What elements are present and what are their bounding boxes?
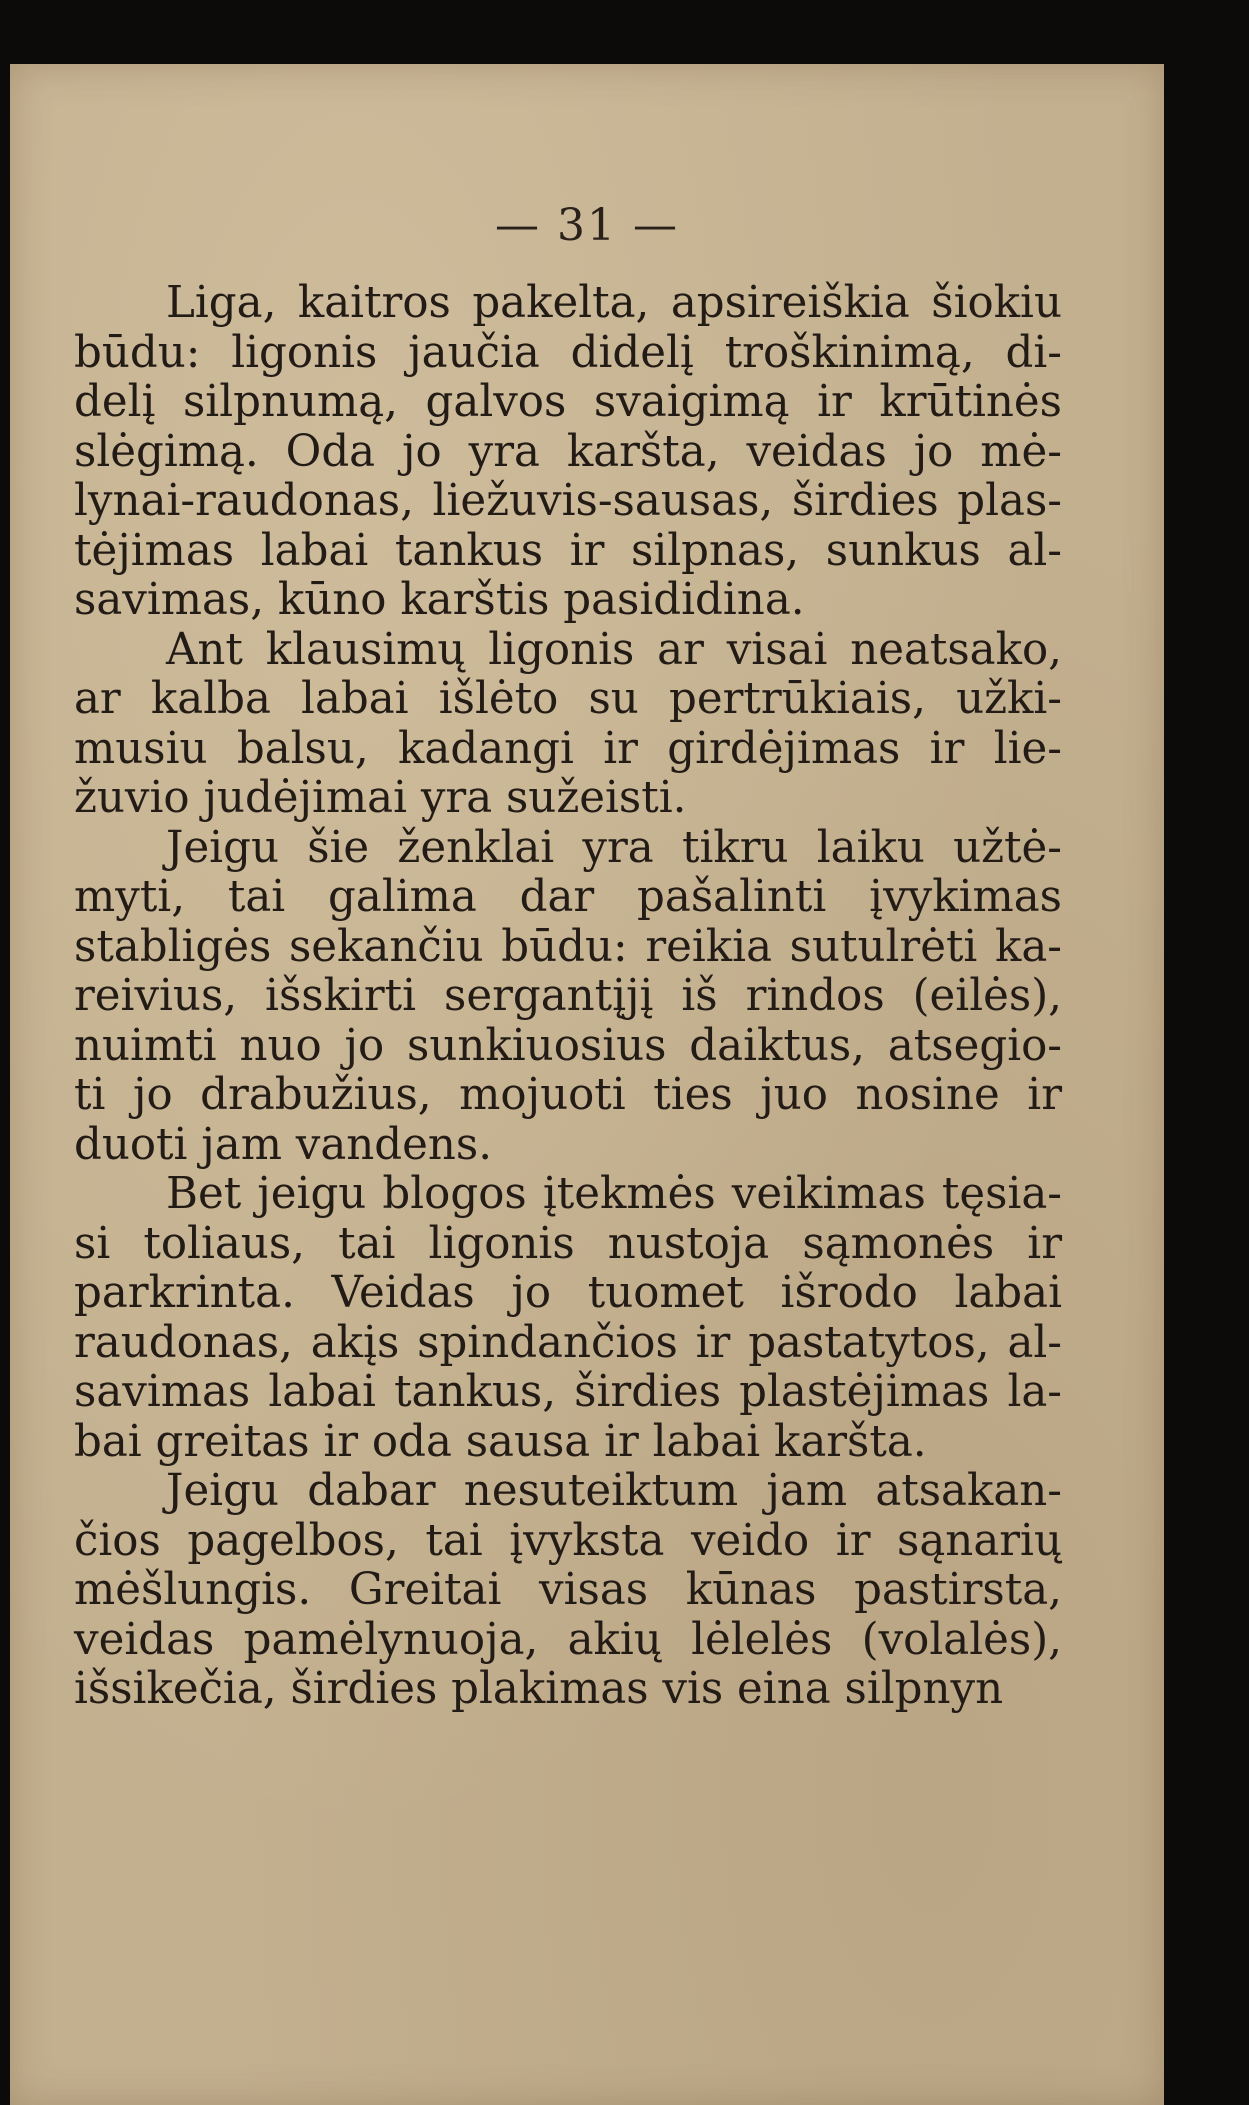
text-line: ar kalba labai išlėto su pertrūkiais, užki- <box>74 674 1062 724</box>
text-line: čios pagelbos, tai įvyksta veido ir sąnarių <box>74 1515 1062 1566</box>
text-line: žuvio judėjimai yra sužeisti. <box>74 773 687 823</box>
text-line: savimas labai tankus, širdies plastėjimas la- <box>74 1367 1062 1417</box>
text-line: bai greitas ir oda sausa ir labai karšta. <box>74 1416 927 1467</box>
text-line: si toliaus, tai ligonis nustoja sąmonės ir <box>74 1218 1062 1269</box>
paragraph <box>74 1467 1062 1715</box>
text-line: reivius, išskirti sergantįjį iš rindos (eilės), <box>74 971 1062 1021</box>
text-line: veidas pamėlynuoja, akių lėlelės (volalės), <box>74 1614 1062 1665</box>
page-number: — 31 — <box>495 200 679 251</box>
paragraph <box>74 626 1062 824</box>
text-line: Ant klausimų ligonis ar visai neatsako, <box>166 624 1062 675</box>
text-line: myti, tai galima dar pašalinti įvykimas <box>74 872 1062 922</box>
text-line: būdu: ligonis jaučia didelį troškinimą, di- <box>74 327 1062 378</box>
paragraph <box>74 279 1062 626</box>
text-line: nuimti nuo jo sunkiuosius daiktus, atsegio- <box>74 1020 1062 1071</box>
text-line: delį silpnumą, galvos svaigimą ir krūtinės <box>74 377 1062 427</box>
text-line: savimas, kūno karštis pasididina. <box>74 575 805 625</box>
text-line: tėjimas labai tankus ir silpnas, sunkus al- <box>74 525 1062 576</box>
text-line: lynai-raudonas, liežuvis-sausas, širdies plas- <box>74 476 1062 526</box>
text-line: Liga, kaitros pakelta, apsireiškia šiokiu <box>166 278 1062 328</box>
text-line: išsikečia, širdies plakimas vis eina silpnyn <box>74 1664 1004 1714</box>
text-line: musiu balsu, kadangi ir girdėjimas ir lie- <box>74 723 1062 774</box>
text-line: parkrinta. Veidas jo tuomet išrodo labai <box>74 1268 1062 1318</box>
book-page <box>10 64 1164 2105</box>
paragraph <box>74 824 1062 1171</box>
text-line: ti jo drabužius, mojuoti ties juo nosine ir <box>74 1070 1062 1120</box>
paragraph <box>74 1170 1062 1467</box>
text-line: stabligės sekančiu būdu: reikia sutulrėti ka- <box>74 921 1062 972</box>
text-line: Bet jeigu blogos įtekmės veikimas tęsia- <box>166 1169 1062 1219</box>
text-line: mėšlungis. Greitai visas kūnas pastirsta, <box>74 1565 1062 1615</box>
text-line: Jeigu dabar nesuteiktum jam atsakan- <box>166 1466 1062 1516</box>
page-body-text <box>74 279 1062 1715</box>
text-line: slėgimą. Oda jo yra karšta, veidas jo mė- <box>74 426 1062 477</box>
text-line: duoti jam vandens. <box>74 1119 493 1170</box>
text-line: Jeigu šie ženklai yra tikru laiku užtė- <box>166 822 1062 873</box>
text-line: raudonas, akįs spindančios ir pastatytos, al- <box>74 1317 1062 1368</box>
